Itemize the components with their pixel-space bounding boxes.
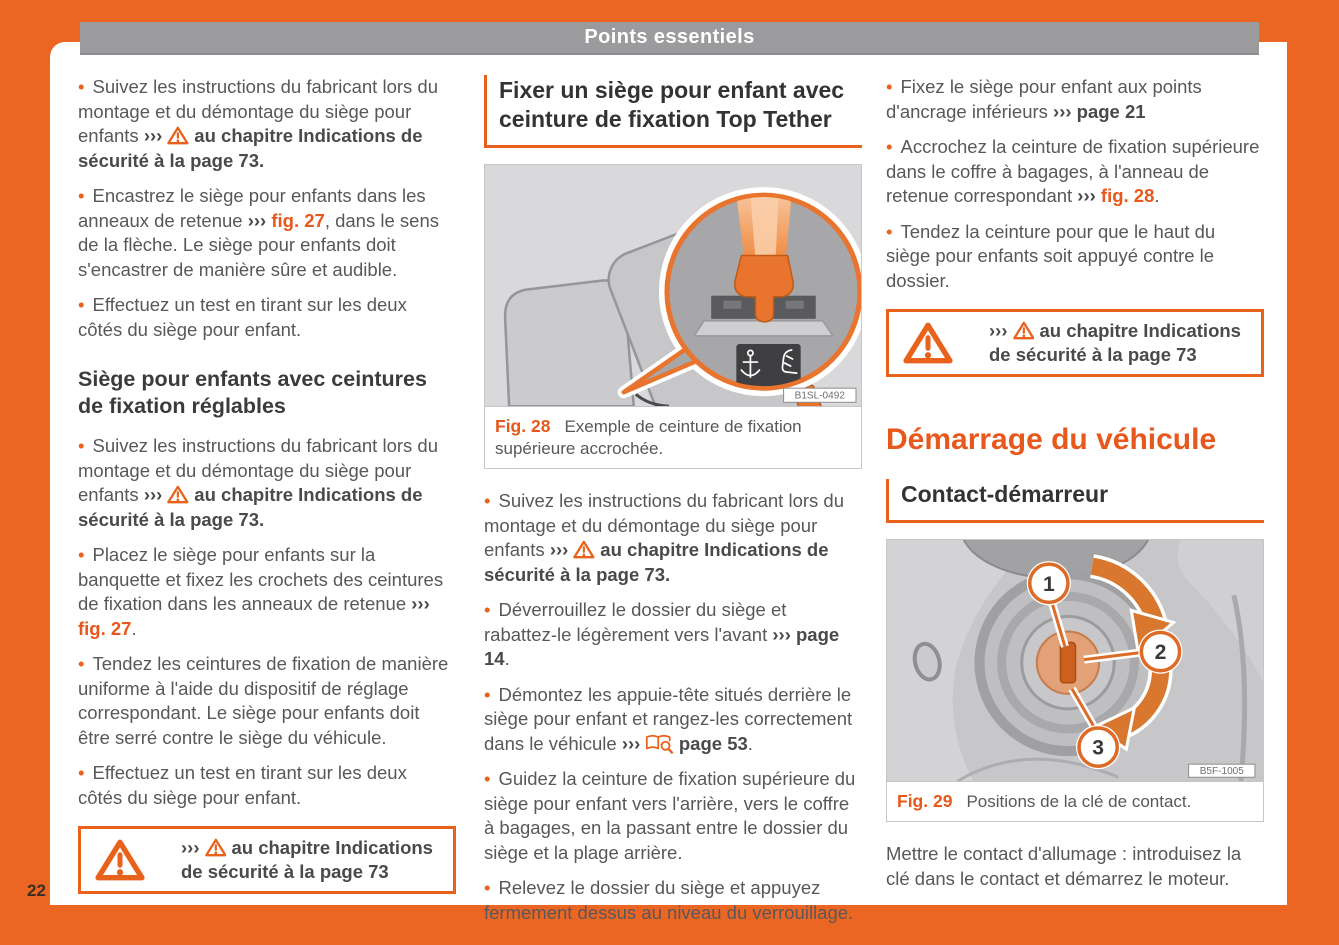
column-center	[484, 75, 862, 936]
bullet-marker: •	[484, 490, 491, 512]
bullet-marker: •	[484, 599, 491, 621]
bullet-marker: •	[484, 768, 491, 790]
text-run: .	[504, 648, 510, 670]
bullet-paragraph	[78, 184, 456, 282]
text-run: fig. 27	[78, 617, 132, 639]
text-run: Tendez la ceinture pour que le haut du siège pour enfants soit appuyé contre le dossier.	[886, 220, 1216, 291]
bullet-marker: •	[78, 76, 85, 97]
text-run: au chapitre Indications de sécurité à la page 73.	[484, 539, 829, 585]
bullet-paragraph	[78, 761, 456, 810]
text-run: page 53	[673, 732, 748, 754]
section-title: Points essentiels	[584, 26, 755, 48]
text-run: ›››	[621, 732, 646, 754]
text-run: Fixez le siège pour enfant aux points d'ancrage inférieurs	[886, 76, 1202, 122]
subsection-heading: Siège pour enfants avec ceintures de fixation réglables	[78, 367, 427, 418]
figure-label: Fig. 29	[897, 791, 953, 812]
book-search-icon	[645, 733, 673, 754]
text-run: ›››	[247, 209, 272, 231]
figure-fig29	[886, 539, 1264, 822]
column-left	[78, 75, 456, 894]
text-run: Guidez la ceinture de fixation supérieure du siège pour enfant vers l'arrière, vers le coffre à bagages, en la passant entre le dossier du siège et la plage arrière.	[484, 768, 856, 863]
svg-text:1: 1	[1042, 572, 1055, 596]
key-slot	[1060, 643, 1075, 683]
topic-heading: Contact-démarreur	[886, 479, 1264, 523]
body-paragraph	[886, 842, 1264, 891]
bullet-paragraph	[886, 75, 1264, 124]
warning-text	[989, 319, 1251, 367]
text-run: .	[131, 617, 137, 639]
text-run: au chapitre Indications de sécurité à la page 73	[989, 320, 1241, 365]
warning-triangle-icon	[1013, 321, 1035, 340]
bullet-marker: •	[886, 220, 893, 242]
bullet-paragraph	[484, 767, 862, 865]
bullet-marker: •	[78, 185, 85, 206]
text-run: Effectuez un test en tirant sur les deux côtés du siège pour enfant.	[78, 294, 407, 340]
text-run: Effectuez un test en tirant sur les deux côtés du siège pour enfant.	[78, 762, 407, 808]
bullet-marker: •	[78, 294, 85, 315]
text-run: Mettre le contact d'allumage : introduisez la clé dans le contact et démarrez le moteur.	[886, 843, 1242, 889]
text-run: Accrochez la ceinture de fixation supérieure dans le coffre à bagages, à l'anneau de retenue correspondant	[886, 136, 1260, 206]
text-run: Démontez les appuie-tête situés derrière le siège pour enfant et rangez-les correctement dans le véhicule	[484, 683, 853, 754]
text-run: Relevez le dossier du siège et appuyez fermement dessus au niveau du verrouillage.	[484, 877, 854, 923]
bullet-marker: •	[78, 435, 85, 456]
text-run: Suivez les instructions du fabricant lors du montage et du démontage du siège pour enfants	[78, 76, 438, 146]
figure-caption-text: Exemple de ceinture de fixation supérieure accrochée.	[495, 417, 802, 459]
text-run: Encastrez le siège pour enfants dans les anneaux de retenue	[78, 185, 426, 231]
text-run: au chapitre Indications de sécurité à la page 73	[181, 837, 433, 882]
text-run: ›››	[411, 593, 430, 614]
bullet-paragraph	[78, 434, 456, 532]
bullet-paragraph	[78, 543, 456, 641]
bullet-marker: •	[886, 136, 893, 157]
bullet-paragraph	[484, 598, 862, 672]
fig29-image	[887, 540, 1263, 781]
warning-triangle-icon	[167, 126, 189, 145]
warning-text	[181, 836, 443, 884]
bullet-marker: •	[78, 653, 85, 674]
text-run: .	[747, 732, 753, 754]
warning-triangle-icon	[95, 838, 145, 882]
text-run: ›››	[143, 484, 168, 505]
figure-image-code: B1SL-0492	[794, 390, 845, 402]
text-run: Suivez les instructions du fabricant lors du montage et du démontage du siège pour enfants	[78, 435, 438, 505]
bullet-paragraph	[886, 135, 1264, 209]
text-run: ›››	[181, 837, 205, 858]
bullet-marker: •	[484, 683, 491, 705]
text-run: au chapitre Indications de sécurité à la page 73.	[78, 125, 423, 171]
warning-triangle-icon	[167, 485, 189, 504]
text-run: , dans le sens de la flèche. Le siège pour enfants doit s'encastrer de manière sûre et audible.	[78, 209, 439, 280]
bullet-paragraph	[886, 220, 1264, 294]
text-run: au chapitre Indications de sécurité à la page 73.	[78, 484, 423, 530]
text-run: ›››	[989, 320, 1013, 341]
bullet-marker: •	[78, 544, 85, 565]
text-run: ›››	[143, 125, 168, 146]
text-run: .	[1154, 185, 1160, 206]
warning-box	[886, 309, 1264, 377]
callout-3	[1076, 725, 1120, 769]
text-run: Placez le siège pour enfants sur la banquette et fixez les crochets des ceintures de fixation dans les anneaux de retenue	[78, 544, 444, 614]
bullet-paragraph	[484, 876, 862, 925]
page-number: 22	[27, 881, 46, 900]
figure-label: Fig. 28	[495, 416, 551, 437]
column-right	[886, 75, 1264, 891]
bullet-marker: •	[484, 877, 491, 899]
callout-2	[1138, 629, 1182, 673]
text-run: fig. 27	[271, 209, 325, 231]
section-header-bar	[80, 22, 1259, 55]
text-run: ››› page 14	[484, 623, 840, 670]
callout-1	[1027, 561, 1071, 605]
text-run: ›››	[1077, 185, 1101, 206]
bullet-marker: •	[886, 76, 893, 97]
topic-heading: Fixer un siège pour enfant avec ceinture de fixation Top Tether	[484, 75, 862, 148]
fig28-illustration	[485, 165, 861, 407]
chapter-heading: Démarrage du véhicule	[886, 423, 1217, 456]
warning-triangle-icon	[205, 838, 227, 857]
figure-caption-text: Positions de la clé de contact.	[966, 792, 1192, 812]
warning-box	[78, 826, 456, 894]
bullet-paragraph	[484, 489, 862, 587]
warning-triangle-icon	[573, 540, 595, 559]
warning-triangle-icon	[903, 321, 953, 365]
text-run: fig. 28	[1100, 185, 1155, 206]
text-run: Tendez les ceintures de fixation de manière uniforme à l'aide du dispositif de réglage correspondant. Le siège pour enfants doit être serré contre le siège du véhicule.	[78, 653, 449, 748]
figure-caption	[485, 407, 861, 468]
svg-text:2: 2	[1154, 641, 1167, 665]
figure-image-code: B5F-1005	[1199, 766, 1244, 778]
bullet-marker: •	[78, 762, 85, 783]
bullet-paragraph	[78, 293, 456, 342]
svg-text:3: 3	[1092, 736, 1104, 760]
bullet-paragraph	[484, 683, 862, 757]
text-run: Déverrouillez le dossier du siège et rabattez-le légèrement vers l'avant	[484, 599, 787, 645]
fig29-illustration	[887, 540, 1263, 782]
figure-caption	[887, 782, 1263, 821]
fig28-image	[485, 165, 861, 406]
bullet-paragraph	[78, 652, 456, 750]
text-run: ››› page 21	[1053, 100, 1146, 122]
text-run: ›››	[549, 539, 574, 561]
figure-fig28	[484, 164, 862, 469]
text-run: Suivez les instructions du fabricant lors du montage et du démontage du siège pour enfants	[484, 490, 844, 561]
bullet-paragraph	[78, 75, 456, 173]
